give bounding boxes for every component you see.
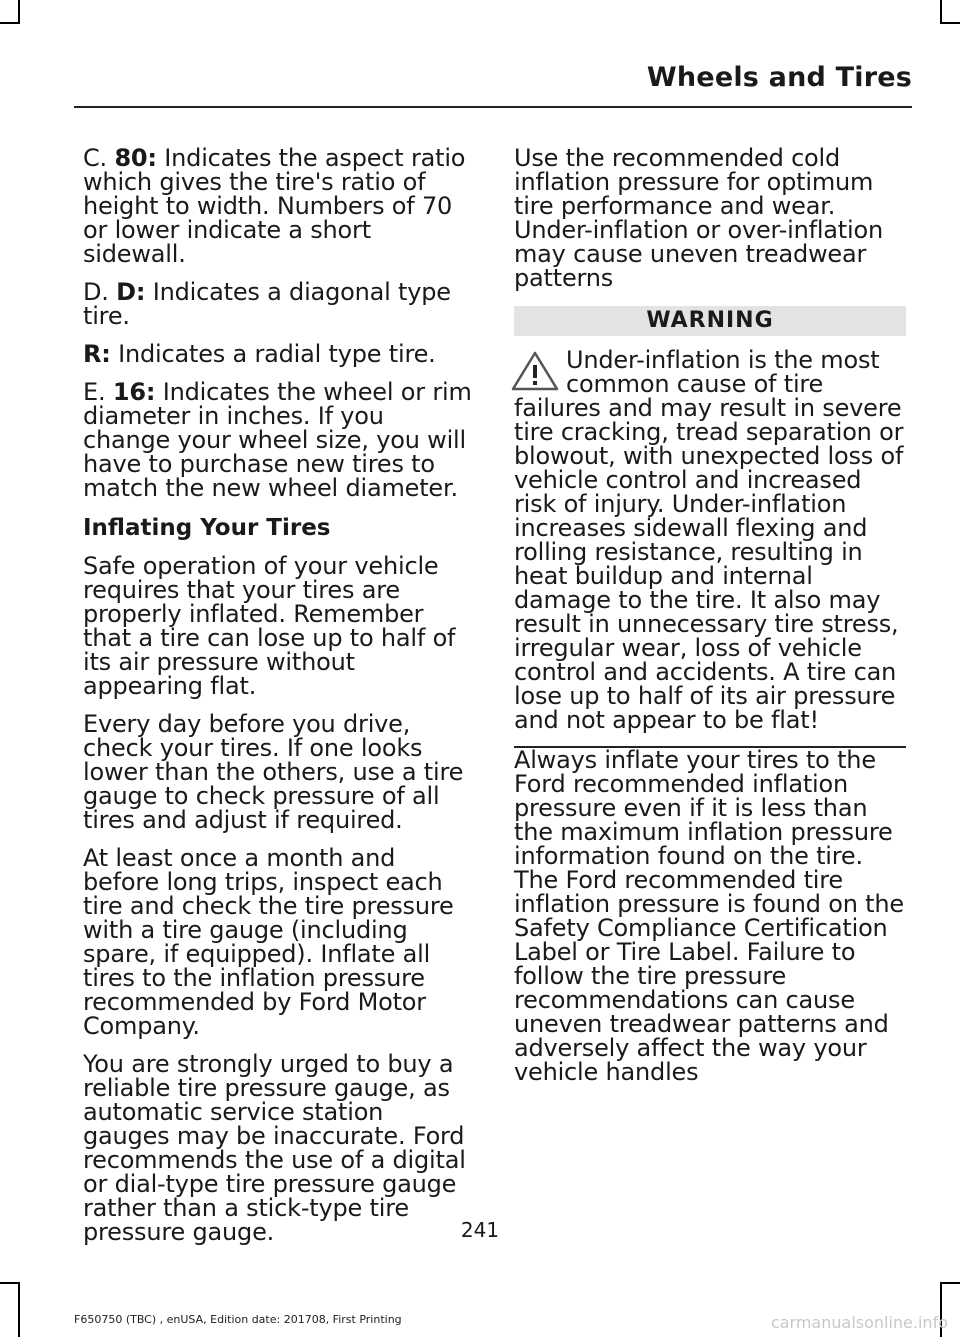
paragraph: Every day before you drive, check your tires. If one looks lower than the others, use a tire gauge to check pressure of all tires and adjust if required. [83,710,464,834]
section-heading: Inflating Your Tires [83,515,331,541]
item-c-code: 80: [114,144,157,172]
warning-heading: WARNING [514,306,906,336]
page-title: Wheels and Tires [646,62,912,93]
paragraph: At least once a month and before long trips, inspect each tire and check the tire pressure with a tire gauge (including spare, if equipped). Inflate all tires to the inflation pressure recommended by Ford Motor Company. [83,844,454,1040]
item-c: C. 80: Indicates the aspect ratio which gives the tire's ratio of height to width. Numbers of 70 or lower indicate a short sidewall. [83,144,466,268]
item-d-code: D: [116,278,146,306]
page-number: 241 [460,1218,500,1242]
item-e: E. 16: Indicates the wheel or rim diameter in inches. If you change your wheel size, you will have to purchase new tires to match the new wheel diameter. [83,378,472,502]
crop-mark-bottom-right-h [940,1282,960,1284]
footer-text: F650750 (TBC) , enUSA, Edition date: 201708, First Printing [74,1313,402,1326]
right-column [514,146,906,1098]
crop-mark-bottom-left-h [0,1282,20,1284]
warning-box [514,348,906,748]
watermark: carmanualsonline.info [770,1313,948,1332]
item-r-code: R: [83,340,111,368]
item-r: R: Indicates a radial type tire. [83,340,436,368]
crop-mark-bottom-left [18,1282,20,1337]
crop-mark-top-left [18,0,20,24]
crop-mark-top-right [940,0,942,24]
left-column [83,146,475,1258]
warning-text: Under-inflation is the most common cause of tire failures and may result in severe tire cracking, tread separation or blowout, with unexpected loss of vehicle control and increased risk of injury. Under-inflation increases sidewall flexing and rolling resistance, resulting in heat buildup and internal damage to the tire. It also may result in unnecessary tire stress, irregular wear, loss of vehicle control and accidents. A tire can lose up to half of its air pressure and not appear to be flat! [514,346,904,734]
warning-triangle-icon [510,350,560,392]
item-d: D. D: Indicates a diagonal type tire. [83,278,451,330]
header-divider [74,106,912,108]
paragraph: Always inflate your tires to the Ford recommended inflation pressure even if it is less than the maximum inflation pressure information found on the tire. The Ford recommended tire inflation pressure is found on the Safety Compliance Certification Label or Tire Label. Failure to follow the tire pressure recommendations can cause uneven treadwear patterns and adversely affect the way your vehicle handles [514,746,904,1086]
crop-mark-top-left-h [0,22,20,24]
crop-mark-top-right-h [940,22,960,24]
item-e-code: 16: [112,378,156,406]
paragraph: You are strongly urged to buy a reliable tire pressure gauge, as automatic service station gauges may be inaccurate. Ford recommends the use of a digital or dial-type tire pressure gauge rather than a stick-type tire pressure gauge. [83,1050,466,1246]
paragraph: Safe operation of your vehicle requires that your tires are properly inflated. Remember that a tire can lose up to half of its air pressure without appearing flat. [83,552,456,700]
intro-paragraph: Use the recommended cold inflation pressure for optimum tire performance and wear. Under-inflation or over-inflation may cause uneven treadwear patterns [514,144,883,292]
